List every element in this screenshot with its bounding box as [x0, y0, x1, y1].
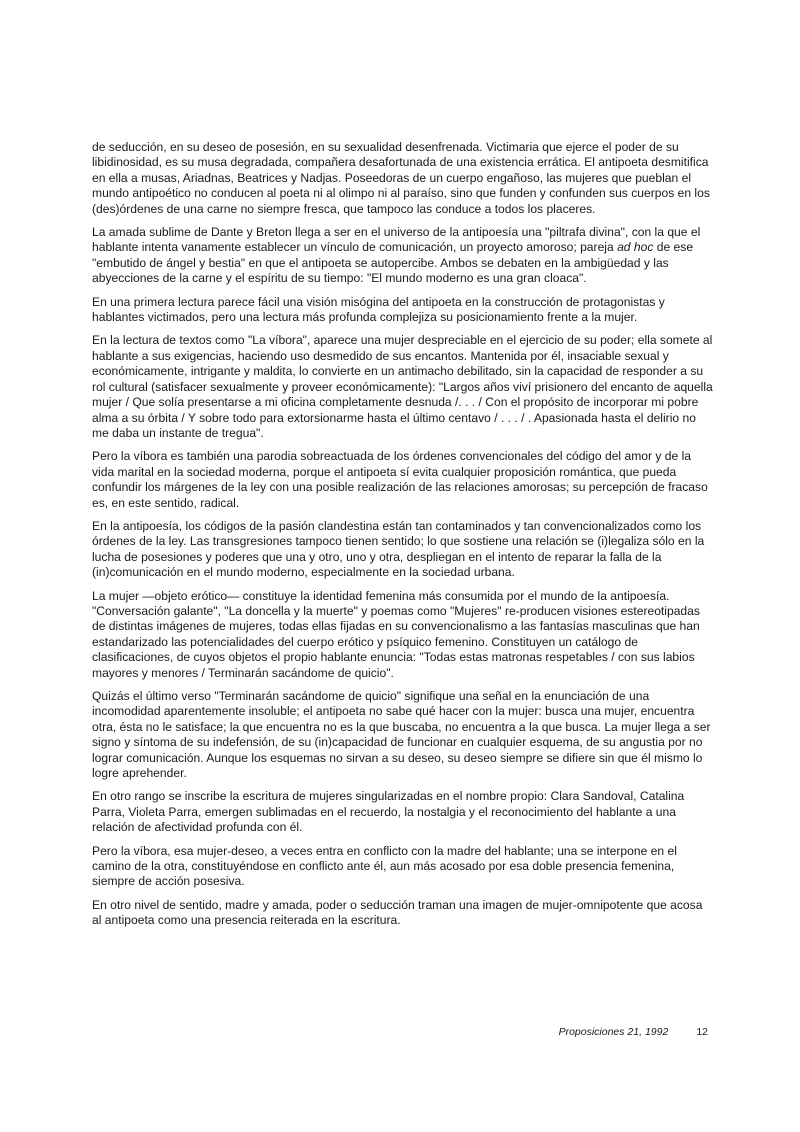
- paragraph-9: En otro rango se inscribe la escritura de mujeres singularizadas en el nombre propio: Clara Sandoval, Catalina Parra, Violeta Parra, emergen sublimadas en el recuerdo, la nostalgia y el reconocimiento del hablante a una relación de afectividad profunda con él.: [92, 789, 685, 835]
- paragraph-2-text-start: La amada sublime de Dante y Breton llega a ser en el universo de la antipoesía una "piltrafa divina", con la que el hablante intenta vanamente establecer un vínculo de comunicación, un proyecto amoroso; pareja: [92, 225, 701, 255]
- paragraph-1: de seducción, en su deseo de posesión, en su sexualidad desenfrenada. Victimaria que ejerce el poder de su libidinosidad, es su musa degradada, compañera desafortunada de una existencia errática. El antipoeta desmitifica en ella a musas, Ariadnas, Beatrices y Nadjas. Poseedoras de un cuerpo engañoso, las mujeres que pueblan el mundo antipoético no conducen al poeta ni al olimpo ni al paraíso, sino que funden y confunden sus cuerpos en los (des)órdenes de una carne no siempre fresca, que tampoco las conduce a todos los placeres.: [92, 140, 710, 216]
- page-number: 12: [696, 1026, 708, 1038]
- paragraph-3: En una primera lectura parece fácil una visión misógina del antipoeta en la construcción de protagonistas y hablantes victimados, pero una lectura más profunda complejiza su posicionamiento frente a la mujer.: [92, 294, 665, 325]
- paragraph-11: En otro nivel de sentido, madre y amada, poder o seducción traman una imagen de mujer-omnipotente que acosa al antipoeta como una presencia reiterada en la escritura.: [92, 897, 703, 928]
- paragraph-2-italic: ad hoc: [617, 240, 654, 255]
- paragraph-7: La mujer —objeto erótico— constituye la identidad femenina más consumida por el mundo de la antipoesía. "Conversación galante", "La doncella y la muerte" y poemas como "Mujeres" re-producen visiones estereotipadas de distintas imágenes de mujeres, todas ellas fijadas en su convencionalismo a las fantasías masculinas que han estandarizado las potencialidades del cuerpo erótico y psíquico femenino. Constituyen un catálogo de clasificaciones, de cuyos objetos el propio hablante enuncia: "Todas estas matronas respetables / con sus labios mayores y menores / Terminarán sacándome de quicio".: [92, 588, 700, 680]
- paragraph-2: [92, 225, 714, 287]
- body-text: [92, 140, 714, 937]
- paragraph-6: En la antipoesía, los códigos de la pasión clandestina están tan contaminados y tan convencionalizados como los órdenes de la ley. Las transgresiones tampoco tienen sentido; lo que sostiene una relación se (i)legaliza sólo en la lucha de posesiones y poderes que una y otro, uno y otra, despliegan en el intento de reparar la falla de la (in)comunicación en el mundo moderno, especialmente en la sociedad urbana.: [92, 518, 705, 580]
- paragraph-2-text-end: de ese "embutido de ángel y bestia" en que el antipoeta se autopercibe. Ambos se debaten en la ambigüedad y las abyecciones de la carne y el espíritu de su tiempo: "El mundo moderno es una gran cloaca".: [92, 240, 694, 286]
- paragraph-8: Quizás el último verso "Terminarán sacándome de quicio" signifique una señal en la enunciación de una incomodidad aparentemente insoluble; el antipoeta no sabe qué hacer con la mujer: busca una mujer, encuentra otra, ésta no le satisface; la que encuentra no es la que buscaba, no encuentra a la que busca. La mujer llega a ser signo y síntoma de su indefensión, de su (in)capacidad de funcionar en cualquier esquema, de su angustia por no lograr comunicación. Aunque los esquemas no sirvan a su deseo, su deseo siempre se difiere sin que él mismo lo logre aprehender.: [92, 689, 711, 781]
- paragraph-5: Pero la víbora es también una parodia sobreactuada de los órdenes convencionales del código del amor y de la vida marital en la sociedad moderna, porque el antipoeta sí evita cualquier proposición romántica, que pueda confundir los márgenes de la ley con una posible realización de las relaciones amorosas; su percepción de fracaso es, en este sentido, radical.: [92, 449, 708, 510]
- journal-citation: Proposiciones 21, 1992: [558, 1026, 669, 1038]
- paragraph-4: En la lectura de textos como "La víbora", aparece una mujer despreciable en el ejercicio de su poder; ella somete al hablante a sus exigencias, haciendo uso desmedido de sus encantos. Mantenida por él, insaciable sexual y económicamente, intrigante y maldita, lo convierte en un antimacho debilitado, sin la capacidad de responder a su rol cultural (satisfacer sexualmente y proveer económicamente): "Largos años viví prisionero del encanto de aquella mujer / Que solía presentarse a mi oficina completamente desnuda /. . . / Con el propósito de incorporar mi pobre alma a su órbita / Y sobre todo para extorsionarme hasta el último centavo / . . . / . Apasionada hasta el delirio no me daba un instante de tregua".: [92, 333, 713, 440]
- paragraph-10: Pero la víbora, esa mujer-deseo, a veces entra en conflicto con la madre del hablante; una se interpone en el camino de la otra, constituyéndose en conflicto ante él, aun más acosado por esa doble presencia femenina, siempre de acción posesiva.: [92, 843, 677, 889]
- page-footer: [92, 1026, 708, 1038]
